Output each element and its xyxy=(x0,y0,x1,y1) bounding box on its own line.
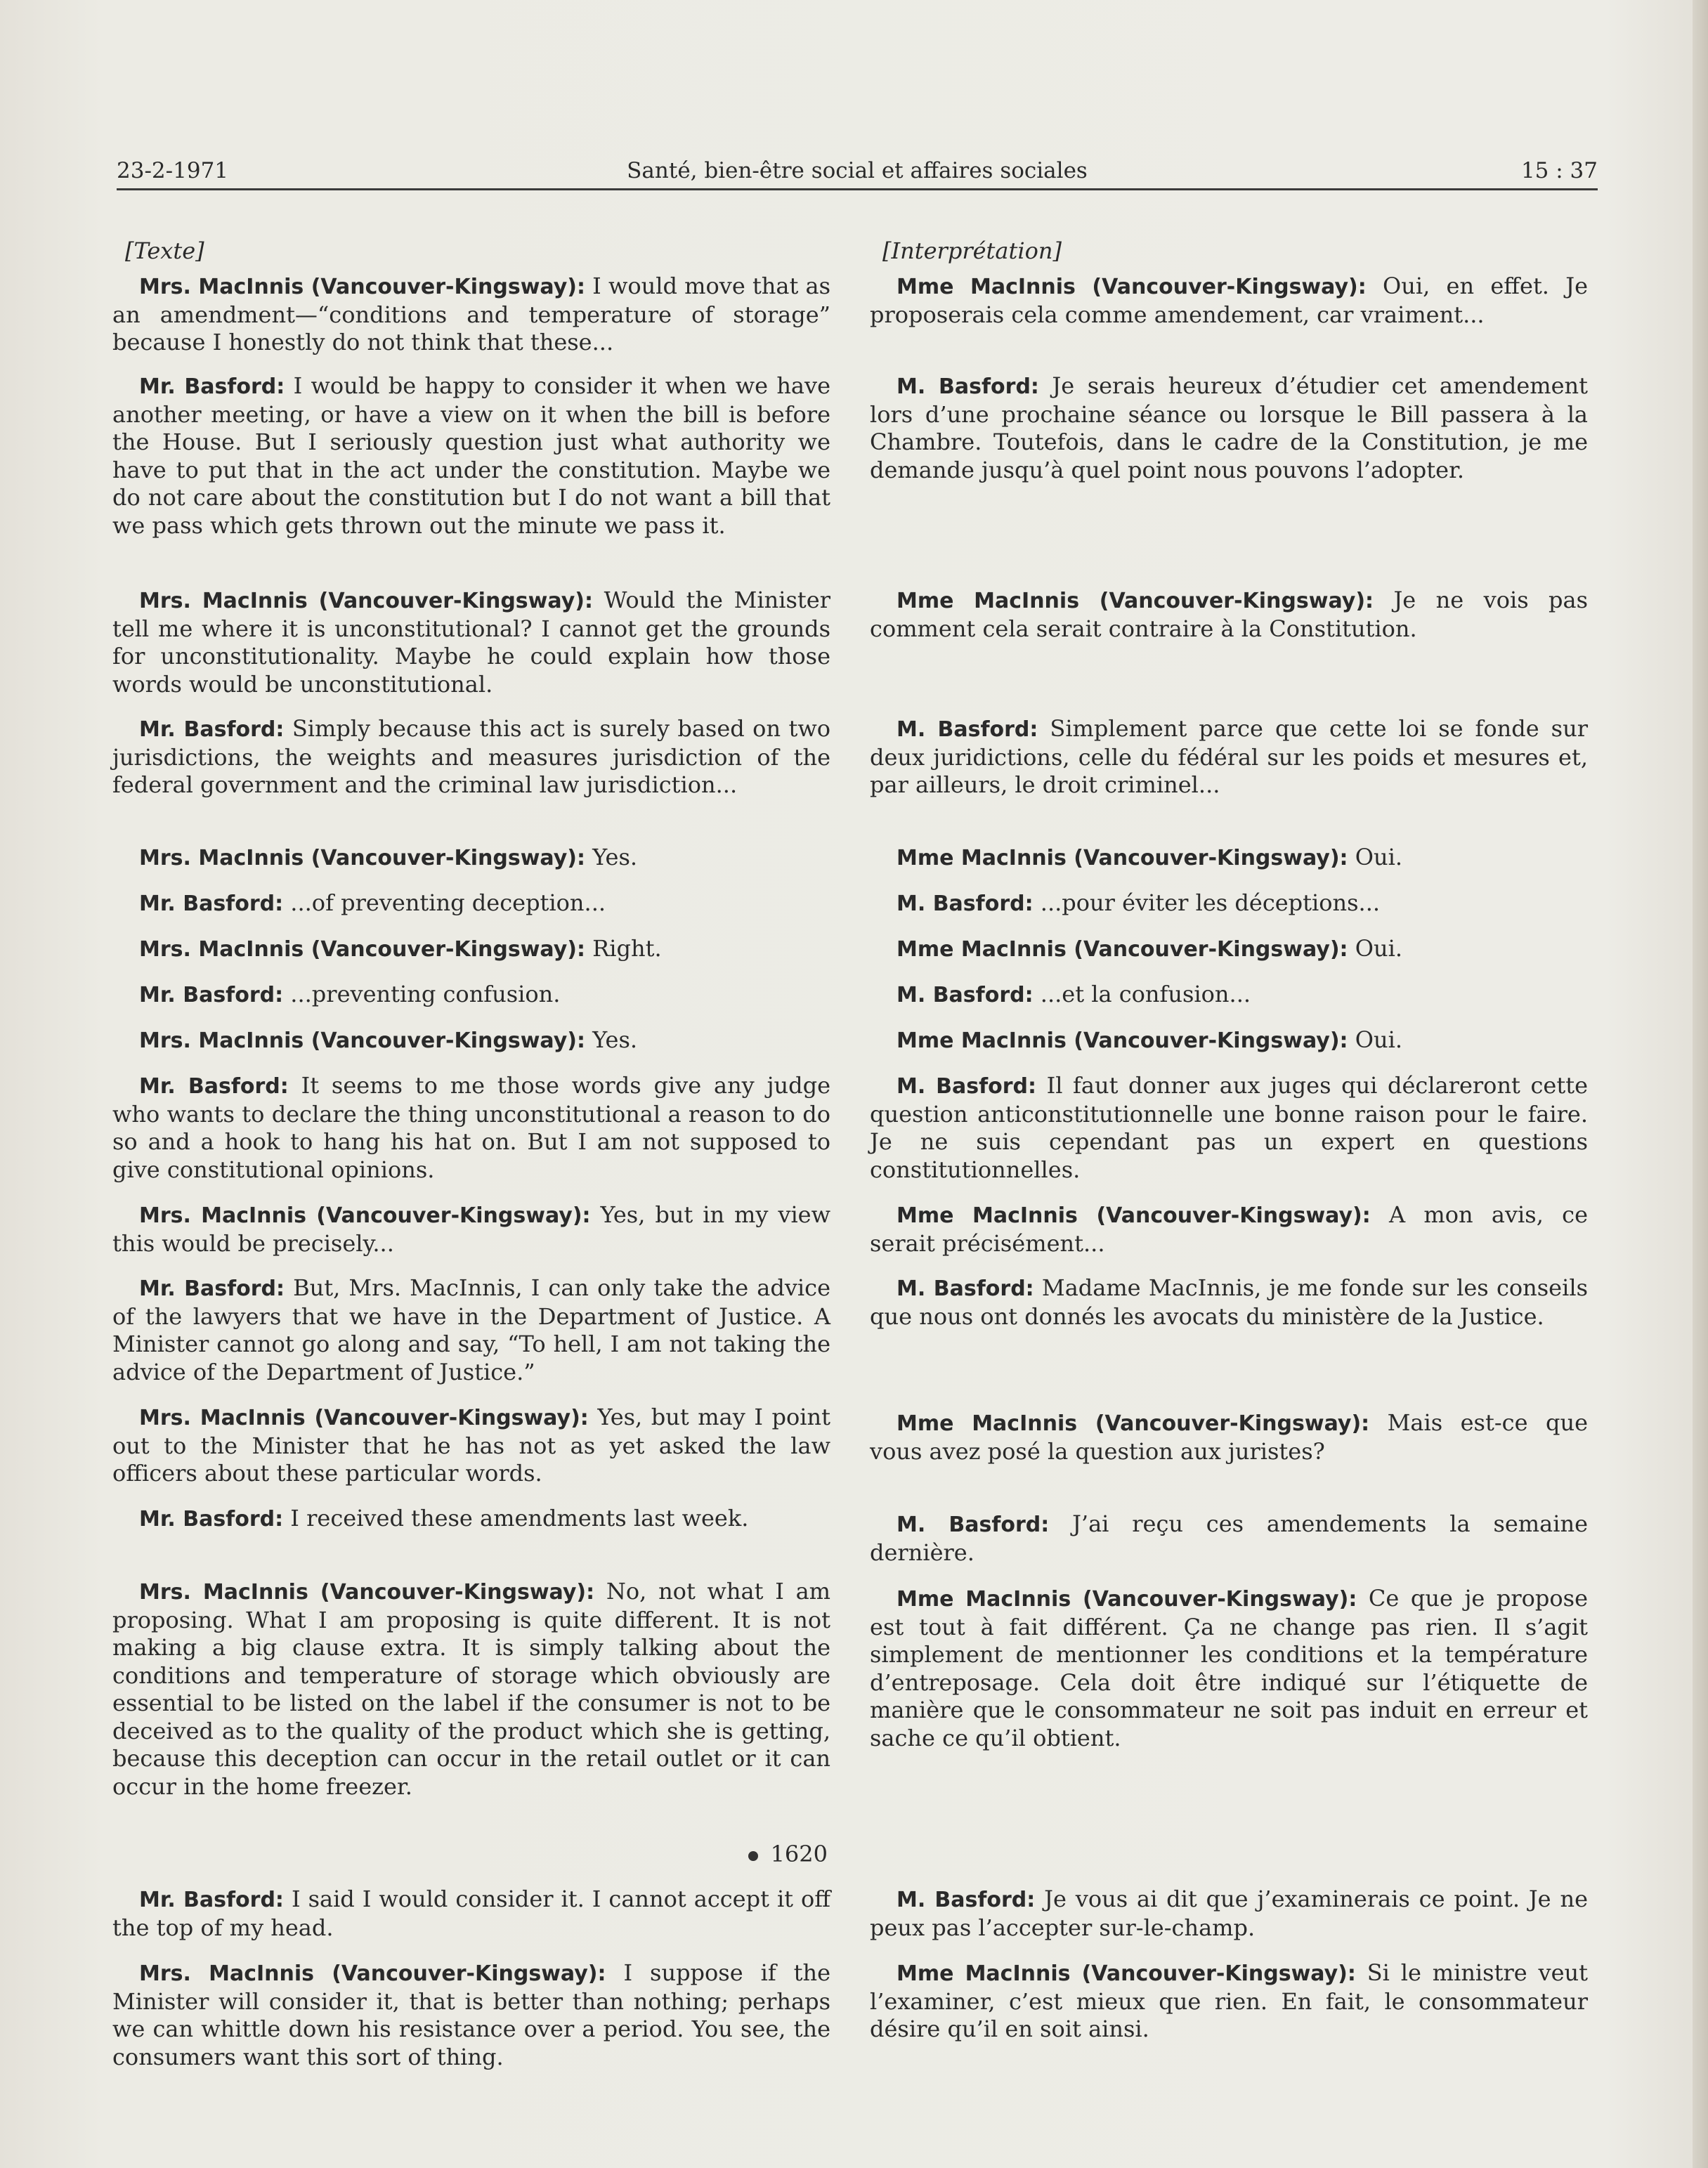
transcript-paragraph xyxy=(112,1201,830,1258)
speaker-name: Mr. Basford: xyxy=(139,892,284,916)
speaker-name: Mrs. MacInnis (Vancouver-Kingsway): xyxy=(139,275,585,299)
header-page-number: 15 : 37 xyxy=(1520,158,1598,183)
transcript-paragraph xyxy=(870,1959,1588,2044)
speaker-name: Mrs. MacInnis (Vancouver-Kingsway): xyxy=(139,846,585,870)
speech-text: Madame MacInnis, je me fonde sur les conseils que nous ont donnés les avocats du ministère de la Justice. xyxy=(870,1274,1589,1330)
speaker-name: Mme MacInnis (Vancouver-Kingsway): xyxy=(897,1029,1348,1053)
page-edge xyxy=(1693,0,1708,2168)
speaker-name: M. Basford: xyxy=(897,1074,1036,1099)
french-column xyxy=(870,237,1589,2042)
speech-text: I would move that as an amendment—“conditions and temperature of storage” because I honestly do not think that these... xyxy=(112,273,831,355)
transcript-paragraph xyxy=(870,1026,1588,1055)
transcript-paragraph xyxy=(112,1026,830,1055)
transcript-paragraph xyxy=(870,273,1588,329)
transcript-paragraph xyxy=(112,587,830,698)
speaker-name: Mr. Basford: xyxy=(139,1888,284,1912)
transcript-paragraph xyxy=(112,1404,830,1488)
speech-text: Yes. xyxy=(592,844,638,870)
speech-text: ...of preventing deception... xyxy=(290,889,606,916)
transcript-paragraph xyxy=(870,1886,1588,1942)
speech-text: ...et la confusion... xyxy=(1040,981,1251,1007)
transcript-paragraph xyxy=(870,715,1588,799)
speech-text: Yes. xyxy=(592,1026,638,1053)
speech-text: Would the Minister tell me where it is unconstitutional? I cannot get the grounds for unconstitutionality. Maybe he could explain how those words would be unconstitutional. xyxy=(112,587,831,698)
english-column xyxy=(112,237,831,2070)
speaker-name: M. Basford: xyxy=(897,1513,1050,1537)
speech-text: Ce que je propose est tout à fait différent. Ça ne change pas rien. Il s’agit simplement de mentionner les conditions et la température d’entreposage. Cela doit être indiqué sur l’étiquette de manière que le consommateur ne soit pas induit en erreur et sache ce qu’il obtient. xyxy=(870,1585,1589,1751)
speaker-name: Mr. Basford: xyxy=(139,1276,285,1301)
column-label: [Interprétation] xyxy=(882,237,1062,264)
transcript-paragraph xyxy=(112,715,830,799)
speaker-name: M. Basford: xyxy=(897,717,1038,742)
speaker-name: Mrs. MacInnis (Vancouver-Kingsway): xyxy=(139,1406,589,1430)
speech-text: Il faut donner aux juges qui déclareront cette question anticonstitutionnelle une bonne raison pour le faire. Je ne suis cependant pas un expert en questions constitutionnelles. xyxy=(870,1072,1589,1183)
transcript-paragraph xyxy=(112,1959,830,2071)
transcript-paragraph xyxy=(112,981,830,1010)
speech-text: Je vous ai dit que j’examinerais ce point. Je ne peux pas l’accepter sur-le-champ. xyxy=(870,1886,1589,1941)
time-marker-label: 1620 xyxy=(770,1841,828,1867)
speech-text: I received these amendments last week. xyxy=(290,1505,749,1532)
transcript-paragraph xyxy=(112,844,830,873)
transcript-paragraph xyxy=(112,1072,830,1184)
transcript-paragraph xyxy=(870,587,1588,643)
transcript-paragraph xyxy=(870,1409,1588,1465)
speaker-name: Mr. Basford: xyxy=(139,1074,289,1099)
speaker-name: M. Basford: xyxy=(897,983,1034,1007)
speaker-name: Mrs. MacInnis (Vancouver-Kingsway): xyxy=(139,937,585,962)
speaker-name: Mme MacInnis (Vancouver-Kingsway): xyxy=(897,1203,1371,1228)
speaker-name: M. Basford: xyxy=(897,1276,1034,1301)
speech-text: Oui. xyxy=(1355,844,1402,870)
speaker-name: M. Basford: xyxy=(897,1888,1036,1912)
speaker-name: Mrs. MacInnis (Vancouver-Kingsway): xyxy=(139,1580,595,1605)
transcript-paragraph xyxy=(870,1585,1588,1752)
speaker-name: Mme MacInnis (Vancouver-Kingsway): xyxy=(897,846,1348,870)
speech-text: ...preventing confusion. xyxy=(290,981,561,1007)
speaker-name: M. Basford: xyxy=(897,374,1039,399)
speaker-name: Mme MacInnis (Vancouver-Kingsway): xyxy=(897,589,1374,613)
speech-text: Oui, en effet. Je proposerais cela comme amendement, car vraiment... xyxy=(870,273,1589,328)
speech-text: It seems to me those words give any judge who wants to declare the thing unconstitutional a reason to do so and a hook to hang his hat on. But I am not supposed to give constitutional opinions. xyxy=(112,1072,831,1183)
speaker-name: Mrs. MacInnis (Vancouver-Kingsway): xyxy=(139,589,593,613)
speaker-name: Mme MacInnis (Vancouver-Kingsway): xyxy=(897,1587,1357,1612)
header-title: Santé, bien-être social et affaires sociales xyxy=(627,158,1088,183)
speech-text: A mon avis, ce serait précisément... xyxy=(870,1201,1589,1257)
speaker-name: Mr. Basford: xyxy=(139,717,285,742)
transcript-paragraph xyxy=(112,1274,830,1386)
speaker-name: M. Basford: xyxy=(897,892,1034,916)
speaker-name: Mrs. MacInnis (Vancouver-Kingsway): xyxy=(139,1029,585,1053)
speaker-name: Mrs. MacInnis (Vancouver-Kingsway): xyxy=(139,1961,606,1986)
transcript-paragraph xyxy=(112,372,830,540)
running-header xyxy=(117,158,1598,189)
bullet-icon xyxy=(748,1851,758,1861)
transcript-paragraph xyxy=(870,1201,1588,1258)
speech-text: No, not what I am proposing. What I am proposing is quite different. It is not making a big clause extra. It is simply talking about the conditions and temperature of storage which obviously are essential to be listed on the label if the consumer is not to be deceived as to the quality of the product which she is getting, because this deception can occur in the retail outlet or it can occur in the home freezer. xyxy=(112,1578,831,1800)
column-label: [Texte] xyxy=(125,237,204,264)
speech-text: Simplement parce que cette loi se fonde sur deux juridictions, celle du fédéral sur les poids et mesures et, par ailleurs, le droit criminel... xyxy=(870,715,1589,798)
speech-text: Oui. xyxy=(1355,1026,1402,1053)
transcript-paragraph xyxy=(112,1505,830,1534)
speech-text: Simply because this act is surely based on two jurisdictions, the weights and measures jurisdiction of the federal government and the criminal law jurisdiction... xyxy=(112,715,831,798)
transcript-paragraph xyxy=(112,1578,830,1801)
speaker-name: Mme MacInnis (Vancouver-Kingsway): xyxy=(897,275,1367,299)
speech-text: I suppose if the Minister will consider it, that is better than nothing; perhaps we can whittle down his resistance over a period. You see, the consumers want this sort of thing. xyxy=(112,1959,831,2070)
speaker-name: Mrs. MacInnis (Vancouver-Kingsway): xyxy=(139,1203,591,1228)
speaker-name: Mme MacInnis (Vancouver-Kingsway): xyxy=(897,937,1348,962)
transcript-paragraph xyxy=(112,935,830,964)
transcript-paragraph xyxy=(870,981,1588,1010)
speech-text: Right. xyxy=(592,935,662,962)
transcript-paragraph xyxy=(112,1886,830,1942)
speech-text: Oui. xyxy=(1355,935,1402,962)
header-rule xyxy=(117,188,1598,190)
speaker-name: Mr. Basford: xyxy=(139,983,284,1007)
speech-text: Je ne vois pas comment cela serait contraire à la Constitution. xyxy=(870,587,1589,642)
speech-text: I would be happy to consider it when we have another meeting, or have a view on it when the bill is before the House. But I seriously question just what authority we have to put that in the act under the constitution. Maybe we do not care about the constitution but I do not want a bill that we pass which gets thrown out the minute we pass it. xyxy=(112,372,831,539)
speaker-name: Mme MacInnis (Vancouver-Kingsway): xyxy=(897,1961,1356,1986)
transcript-paragraph xyxy=(870,844,1588,873)
speech-text: Si le ministre veut l’examiner, c’est mieux que rien. En fait, le consommateur désire qu’il en soit ainsi. xyxy=(870,1959,1589,2042)
transcript-paragraph xyxy=(870,1510,1588,1567)
transcript-paragraph xyxy=(870,1274,1588,1331)
speaker-name: Mr. Basford: xyxy=(139,374,285,399)
time-marker xyxy=(748,1841,828,1869)
speaker-name: Mr. Basford: xyxy=(139,1507,284,1532)
transcript-paragraph xyxy=(870,935,1588,964)
speaker-name: Mme MacInnis (Vancouver-Kingsway): xyxy=(897,1411,1370,1436)
speech-text: ...pour éviter les déceptions... xyxy=(1040,889,1381,916)
speech-text: Yes, but may I point out to the Minister that he has not as yet asked the law officers about these particular words. xyxy=(112,1404,831,1487)
transcript-paragraph xyxy=(870,1072,1588,1184)
speech-text: Yes, but in my view this would be precisely... xyxy=(112,1201,831,1257)
speech-text: I said I would consider it. I cannot accept it off the top of my head. xyxy=(112,1886,831,1941)
speech-text: But, Mrs. MacInnis, I can only take the advice of the lawyers that we have in the Department of Justice. A Minister cannot go along and say, “To hell, I am not taking the advice of the Department of Justice.” xyxy=(112,1274,831,1385)
speech-text: J’ai reçu ces amendements la semaine dernière. xyxy=(870,1510,1589,1566)
transcript-paragraph xyxy=(112,273,830,357)
transcript-paragraph xyxy=(870,372,1588,484)
header-date: 23-2-1971 xyxy=(117,158,229,183)
speech-text: Je serais heureux d’étudier cet amendement lors d’une prochaine séance ou lorsque le Bill passera à la Chambre. Toutefois, dans le cadre de la Constitution, je me demande jusqu’à quel point nous pouvons l’adopter. xyxy=(870,372,1588,483)
transcript-paragraph xyxy=(870,889,1588,918)
transcript-paragraph xyxy=(112,889,830,918)
speech-text: Mais est-ce que vous avez posé la question aux juristes? xyxy=(870,1409,1589,1465)
